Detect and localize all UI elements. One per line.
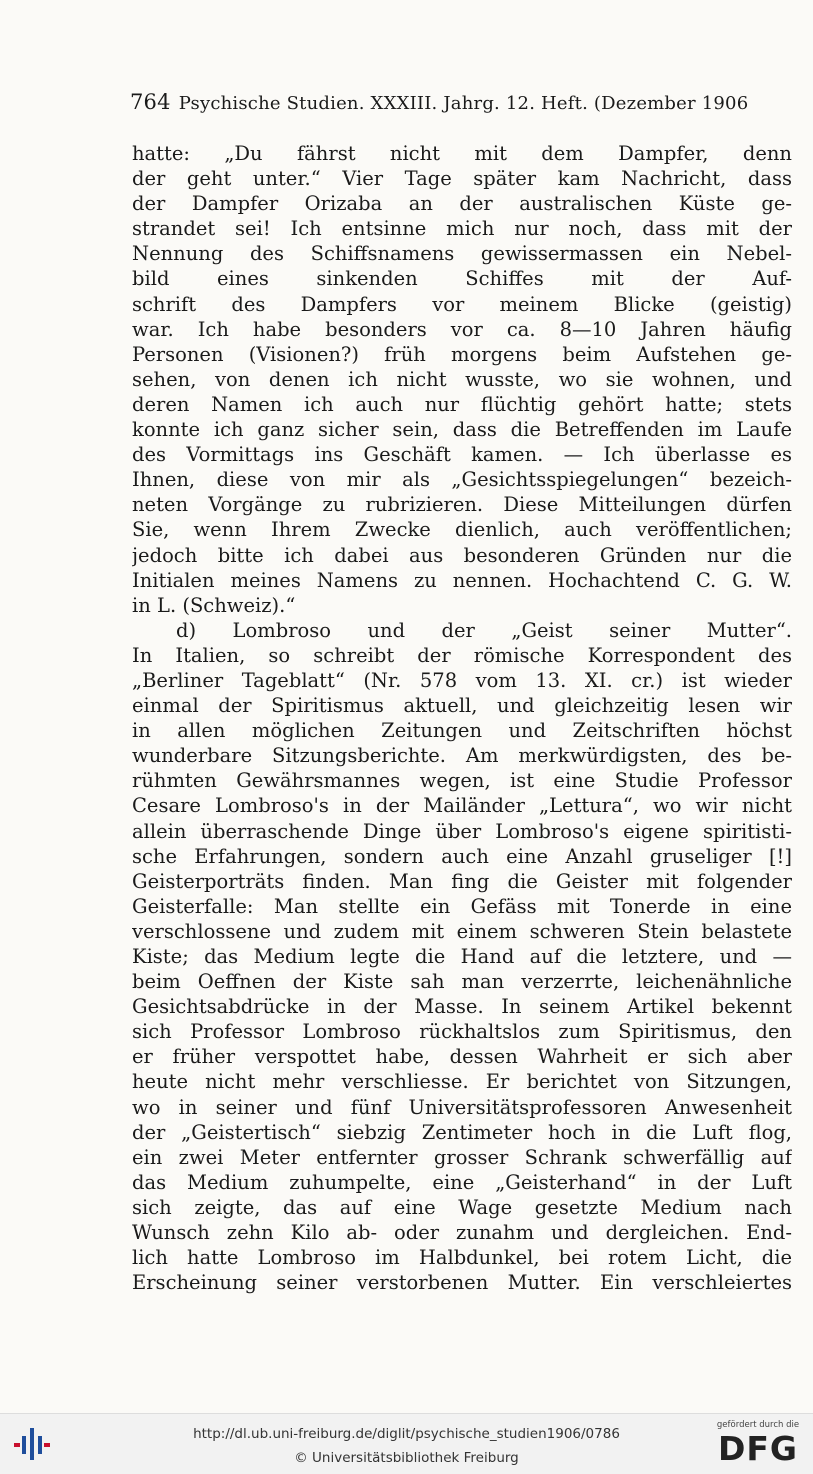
text-line: sehen, von denen ich nicht wusste, wo sie wohnen, und bbox=[132, 367, 792, 391]
text-line: verschlossene und zudem mit einem schweren Stein belastete bbox=[132, 919, 792, 943]
text-line: Geisterfalle: Man stellte ein Gefäss mit Tonerde in eine bbox=[132, 894, 792, 918]
text-line: Ihnen, diese von mir als „Gesichtsspiegelungen“ bezeich- bbox=[132, 468, 792, 492]
text-line: Cesare Lombroso's in der Mailänder „Lettura“, wo wir nicht bbox=[132, 794, 792, 818]
body-text bbox=[132, 141, 792, 1295]
running-header bbox=[130, 90, 785, 116]
text-line: neten Vorgänge zu rubrizieren. Diese Mitteilungen dürfen bbox=[132, 493, 792, 517]
text-line: strandet sei! Ich entsinne mich nur noch, dass mit der bbox=[132, 217, 792, 241]
text-line: schrift des Dampfers vor meinem Blicke (geistig) bbox=[132, 292, 792, 316]
dfg-caption: gefördert durch die bbox=[716, 1420, 800, 1430]
text-line: des Vormittags ins Geschäft kamen. — Ich überlasse es bbox=[132, 443, 792, 467]
text-line: bild eines sinkenden Schiffes mit der Auf- bbox=[132, 267, 792, 291]
viewer-footer bbox=[0, 1413, 813, 1474]
text-line: Personen (Visionen?) früh morgens beim Aufstehen ge- bbox=[132, 342, 792, 366]
text-line: Nennung des Schiffsnamens gewissermassen ein Nebel- bbox=[132, 242, 792, 266]
text-line: lich hatte Lombroso im Halbdunkel, bei rotem Licht, die bbox=[132, 1246, 792, 1270]
dfg-logo[interactable] bbox=[713, 1420, 803, 1470]
text-line: In Italien, so schreibt der römische Korrespondent des bbox=[132, 643, 792, 667]
running-title: Psychische Studien. XXXIII. Jahrg. 12. Heft. (Dezember 1906 bbox=[178, 93, 749, 114]
text-line: jedoch bitte ich dabei aus besonderen Gründen nur die bbox=[132, 543, 792, 567]
text-line: heute nicht mehr verschliesse. Er berichtet von Sitzungen, bbox=[132, 1070, 792, 1094]
text-line: einmal der Spiritismus aktuell, und gleichzeitig lesen wir bbox=[132, 694, 792, 718]
text-line: wunderbare Sitzungsberichte. Am merkwürdigsten, des be- bbox=[132, 744, 792, 768]
text-line: er früher verspottet habe, dessen Wahrheit er sich aber bbox=[132, 1045, 792, 1069]
text-line: rühmten Gewährsmannes wegen, ist eine Studie Professor bbox=[132, 769, 792, 793]
text-line: Kiste; das Medium legte die Hand auf die letztere, und — bbox=[132, 945, 792, 968]
text-line: deren Namen ich auch nur flüchtig gehört hatte; stets bbox=[132, 392, 792, 416]
text-line: konnte ich ganz sicher sein, dass die Betreffenden im Laufe bbox=[132, 418, 792, 442]
text-line: allein überraschende Dinge über Lombroso's eigene spiritisti- bbox=[132, 819, 792, 843]
permalink-url[interactable]: http://dl.ub.uni-freiburg.de/diglit/psychische_studien1906/0786 bbox=[193, 1426, 620, 1442]
text-line: sich zeigte, das auf eine Wage gesetzte Medium nach bbox=[132, 1195, 792, 1219]
text-line: „Berliner Tageblatt“ (Nr. 578 vom 13. XI. cr.) ist wieder bbox=[132, 668, 792, 692]
text-line: Erscheinung seiner verstorbenen Mutter. Ein verschleiertes bbox=[132, 1271, 792, 1295]
text-line: das Medium zuhumpelte, eine „Geisterhand“ in der Luft bbox=[132, 1170, 792, 1194]
text-line: Gesichtsabdrücke in der Masse. In seinem Artikel bekennt bbox=[132, 995, 792, 1019]
text-line: der „Geistertisch“ siebzig Zentimeter hoch in die Luft flog, bbox=[132, 1120, 792, 1144]
page-number: 764 bbox=[130, 90, 171, 114]
text-line: sich Professor Lombroso rückhaltslos zum Spiritismus, den bbox=[132, 1020, 792, 1044]
text-line: Sie, wenn Ihrem Zwecke dienlich, auch veröffentlichen; bbox=[132, 518, 792, 542]
text-line: in allen möglichen Zeitungen und Zeitschriften höchst bbox=[132, 719, 792, 743]
text-line: Initialen meines Namens zu nennen. Hochachtend C. G. W. bbox=[132, 568, 792, 592]
text-line: beim Oeffnen der Kiste sah man verzerrte, leichenähnliche bbox=[132, 970, 792, 994]
dfg-logo-text: DFG bbox=[717, 1429, 799, 1468]
text-line: sche Erfahrungen, sondern auch eine Anzahl gruseliger [!] bbox=[132, 844, 792, 868]
text-line: hatte: „Du fährst nicht mit dem Dampfer, denn bbox=[132, 142, 792, 165]
text-line: in L. (Schweiz).“ bbox=[132, 593, 296, 617]
text-line: ein zwei Meter entfernter grosser Schrank schwerfällig auf bbox=[132, 1145, 792, 1169]
text-line: Wunsch zehn Kilo ab- oder zunahm und dergleichen. End- bbox=[132, 1221, 792, 1245]
text-line: der geht unter.“ Vier Tage später kam Nachricht, dass bbox=[132, 167, 792, 191]
text-line: der Dampfer Orizaba an der australischen Küste ge- bbox=[132, 192, 792, 216]
section-heading: d) Lombroso und der „Geist seiner Mutter“. bbox=[176, 618, 792, 642]
text-line: Geisterporträts finden. Man fing die Geister mit folgender bbox=[132, 869, 792, 893]
copyright-notice: © Universitätsbibliothek Freiburg bbox=[294, 1450, 519, 1466]
text-line: wo in seiner und fünf Universitätsprofessoren Anwesenheit bbox=[132, 1095, 792, 1119]
text-line: war. Ich habe besonders vor ca. 8—10 Jahren häufig bbox=[132, 317, 792, 341]
